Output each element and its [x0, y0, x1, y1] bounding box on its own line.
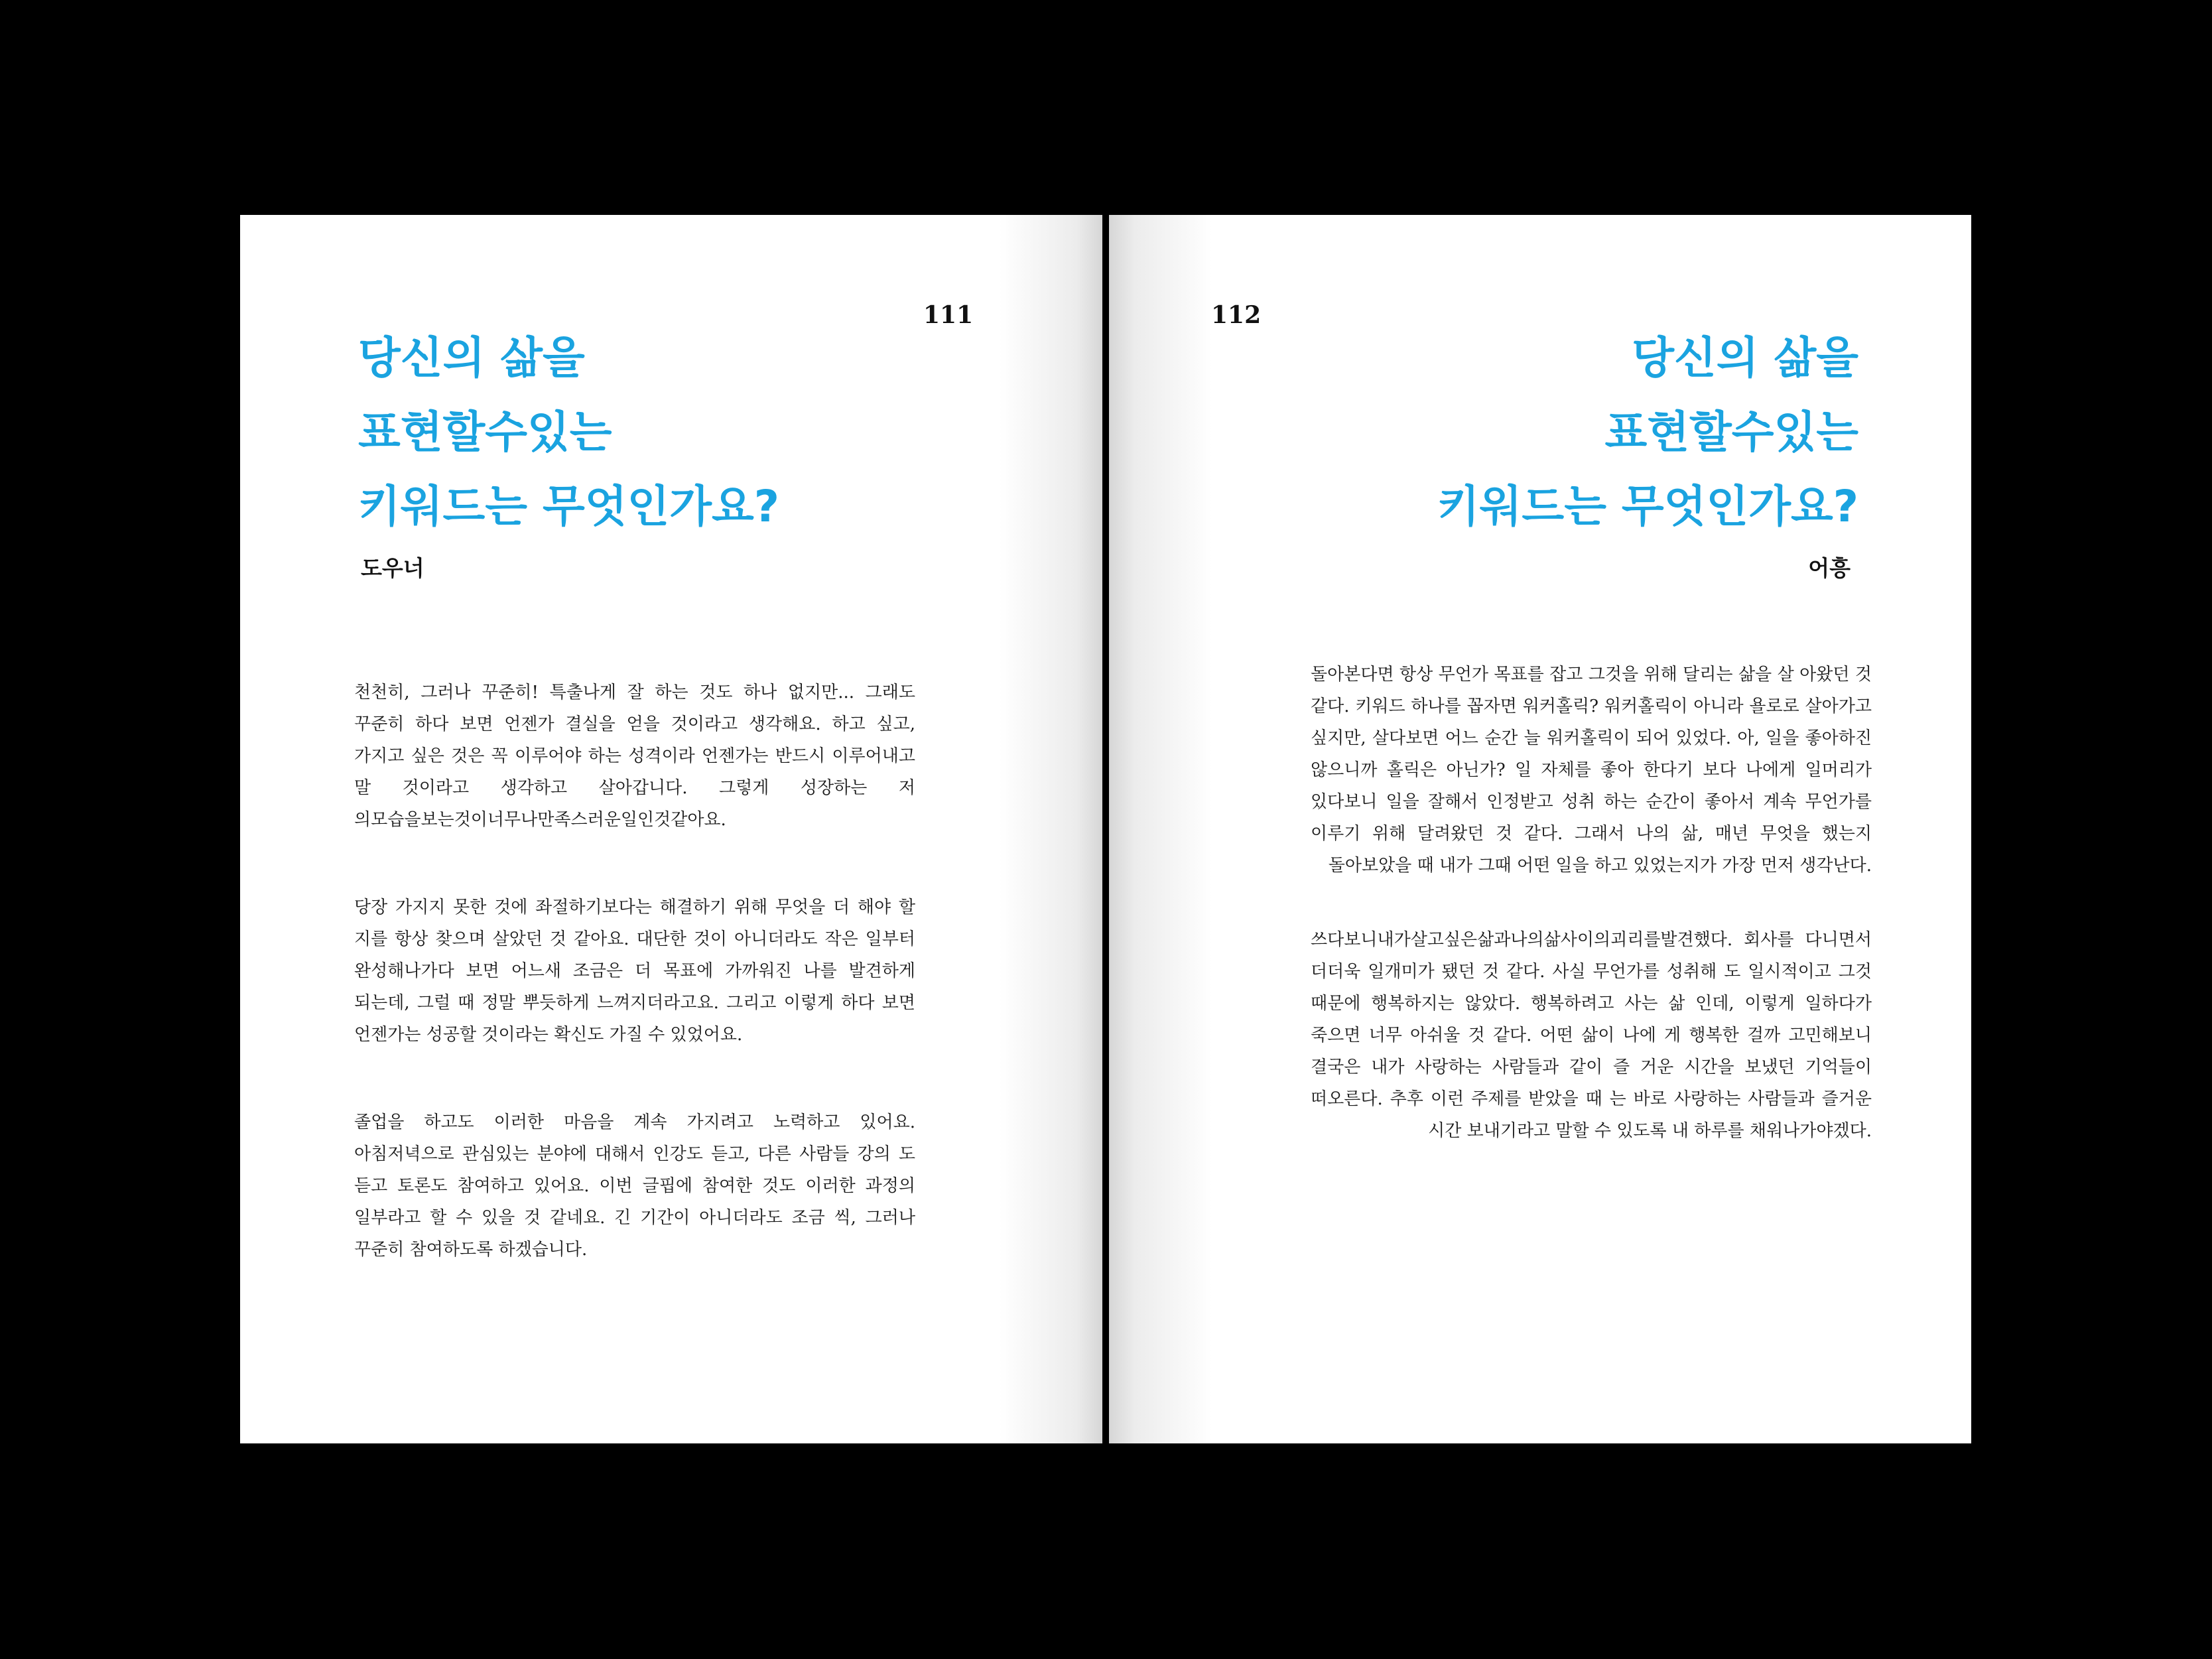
title-line: 당신의 삶을 [1632, 332, 1858, 383]
left-page [240, 215, 1102, 1443]
author-name: 어흥 [1808, 555, 1851, 581]
paragraph: 돌아본다면 항상 무언가 목표를 잡고 그것을 위해 달리는 삶을 살 아왔던 것 같다. 키워드 하나를 꼽자면 워커홀릭? 워커홀릭이 아니라 욜로로 살아가고 싶지만, 살다보면 어느 순간 늘 워커홀릭이 되어 있었다. 아, 일을 좋아하진 않으니까 홀릭은 아닌가? 일 자체를 좋아 한다기 보다 나에게 일머리가 있다보니 일을 잘해서 인정받고 성취 하는 순간이 좋아서 계속 무언가를 이루기 위해 달려왔던 것 같다. 그래서 나의 삶, 매년 무엇을 했는지 돌아보았을 때 내가 그때 어떤 일을 하고 있었는지가 가장 먼저 생각난다. [1311, 665, 1872, 876]
paragraph: 졸업을 하고도 이러한 마음을 계속 가지려고 노력하고 있어요. 아침저녁으로 관심있는 분야에 대해서 인강도 듣고, 다른 사람들 강의 도 듣고 토론도 참여하고 있어요. 이번 글핍에 참여한 것도 이러한 과정의 일부라고 할 수 있을 것 같네요. 긴 기간이 아니더라도 조금 씩, 그러나 꾸준히 참여하도록 하겠습니다. [354, 1112, 915, 1260]
paragraph: 당장 가지지 못한 것에 좌절하기보다는 해결하기 위해 무엇을 더 해야 할 지를 항상 찾으며 살았던 것 같아요. 대단한 것이 아니더라도 작은 일부터 완성해나가다 보면 어느새 조금은 더 목표에 가까워진 나를 발견하게 되는데, 그럴 때 정말 뿌듯하게 느껴지더라고요. 그리고 이렇게 하다 보면 언젠가는 성공할 것이라는 확신도 가질 수 있었어요. [354, 897, 915, 1045]
right-page [1109, 215, 1971, 1443]
author-name: 도우너 [361, 555, 424, 581]
body-text [354, 677, 915, 1266]
title-line: 키워드는 무엇인가요? [1437, 481, 1858, 532]
title-line: 당신의 삶을 [358, 332, 585, 383]
page-number: 112 [1211, 301, 1262, 329]
page-title [358, 321, 779, 544]
page-number: 111 [923, 301, 974, 329]
paragraph: 천천히, 그러나 꾸준히! 특출나게 잘 하는 것도 하나 없지만... 그래도 꾸준히 하다 보면 언젠가 결실을 얻을 것이라고 생각해요. 하고 싶고, 가지고 싶은 것은 꼭 이루어야 하는 성격이라 언젠가는 반드시 이루어내고 말 것이라고 생각하고 살아갑니다. 그렇게 성장하는 저 의모습을보는것이너무나만족스러운일인것같아요. [354, 683, 915, 830]
page-title [1437, 321, 1858, 544]
title-line: 표현할수있는 [358, 407, 612, 458]
title-line: 키워드는 무엇인가요? [358, 481, 780, 532]
title-line: 표현할수있는 [1604, 407, 1858, 458]
body-text [1311, 659, 1872, 1147]
paragraph: 쓰다보니내가살고싶은삶과나의삶사이의괴리를발견했다. 회사를 다니면서 더더욱 일개미가 됐던 것 같다. 사실 무언가를 성취해 도 일시적이고 그것 때문에 행복하지는 않았다. 행복하려고 사는 삶 인데, 이렇게 일하다가 죽으면 너무 아쉬울 것 같다. 어떤 삶이 나에 게 행복한 걸까 고민해보니 결국은 내가 사랑하는 사람들과 같이 즐 거운 시간을 보냈던 기억들이 떠오른다. 추후 이런 주제를 받았을 때 는 바로 사랑하는 사람들과 즐거운 시간 보내기라고 말할 수 있도록 내 하루를 채워나가야겠다. [1311, 930, 1872, 1141]
